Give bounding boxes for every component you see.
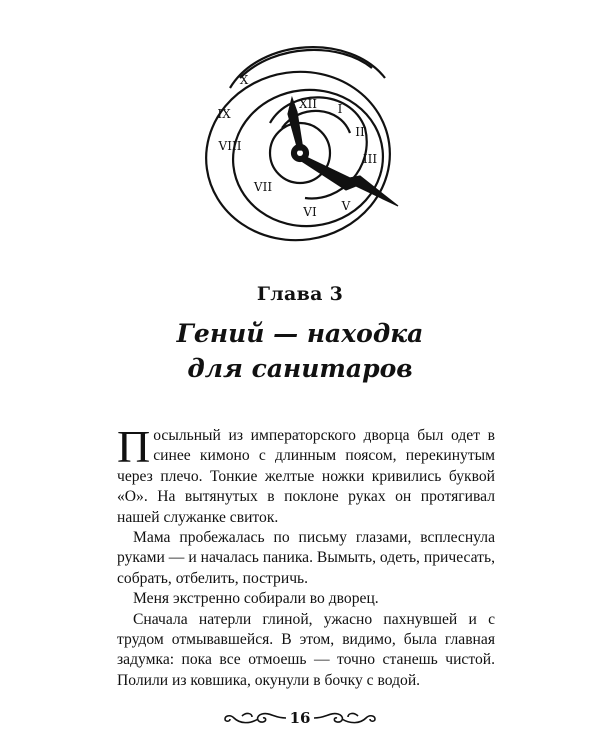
paragraph-3: Меня экстренно собирали во дворец. [133,590,379,608]
clock-numeral-viii: VIII [218,139,242,153]
chapter-title-line-1: Гений — находка [176,319,424,348]
page-number: 16 [289,709,311,727]
chapter-label: Глава 3 [256,283,344,305]
right-ornament-icon [312,710,378,726]
clock-drawing [200,28,415,248]
paragraph-2: Мама пробежалась по письму глазами, всплеснула руками — и началась паника. Вымыть, одеть, причесать, собрать, отбелить, постричь. [117,529,495,587]
clock-numeral-ii: II [355,125,365,139]
chapter-title-line-2: для санитаров [187,354,413,383]
paragraph-1-text: осыльный из императорского дворца был одет в синее кимоно с длинным поясом, перекинутым через плечо. Тонкие желтые ножки кривились буквой «О». На вытянутых в поклоне руках он протягивал нашей служанке свиток. [117,427,495,526]
paragraph-1 [117,421,495,528]
chapter-title [0,316,600,386]
clock-numeral-x: X [239,73,249,87]
clock-numeral-i: I [337,102,343,116]
clock-numeral-v: V [341,199,351,213]
clock-numeral-vii: VII [253,180,273,194]
clock-numeral-ix: IX [217,107,231,121]
clock-illustration [200,28,415,248]
drop-cap: П [117,421,151,472]
clock-numeral-vi: VI [303,205,317,219]
paragraph-4: Сначала натерли глиной, ужасно пахнувшей и с трудом отмывавшейся. В этом, видимо, была главная задумка: пока все отмоешь — точно станешь чистой. Полили из ковшика, окунули в бочку с водой. [117,610,495,689]
page-footer [0,706,600,730]
clock-numeral-xii: XII [298,97,318,111]
clock-numeral-iii: III [362,152,378,166]
body-text [117,421,495,691]
